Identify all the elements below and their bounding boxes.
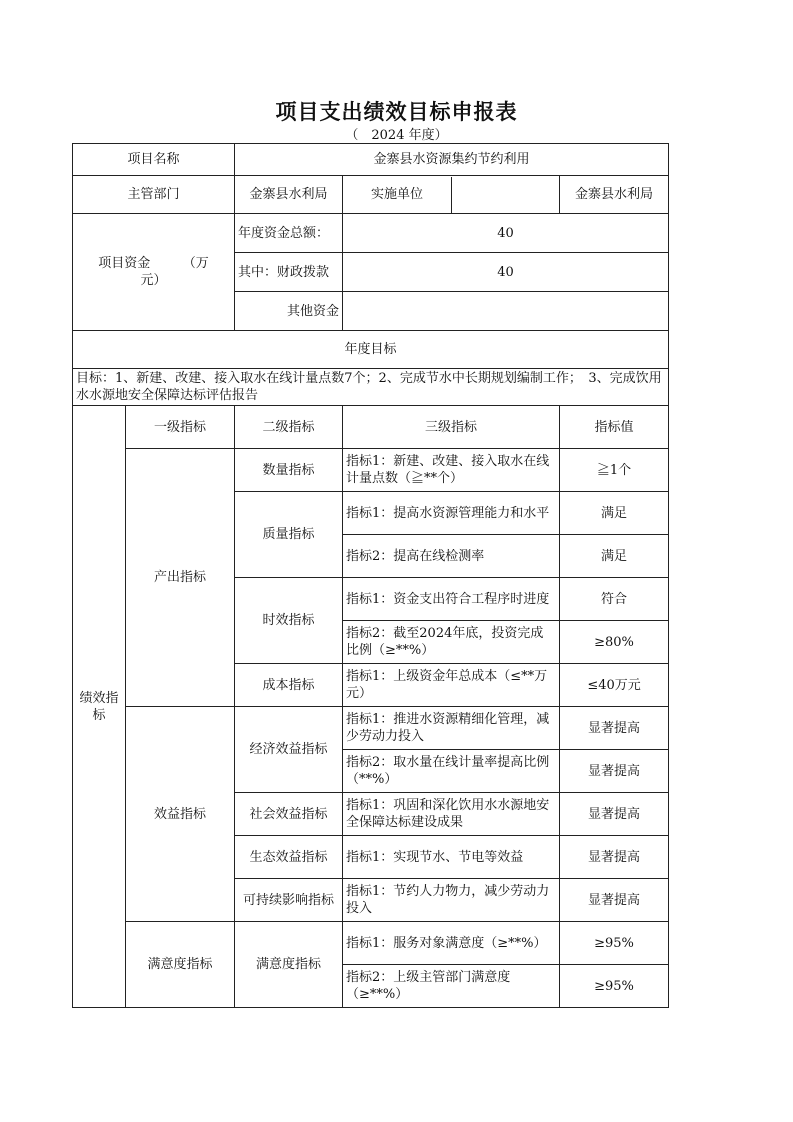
funds-fiscal-value: 40	[343, 253, 669, 292]
header-value: 指标值	[560, 406, 669, 449]
l2-sustainable: 可持续影响指标	[235, 879, 343, 922]
form-year: （ 2024 年度）	[345, 128, 448, 143]
indicator-value: ≤40万元	[560, 664, 669, 707]
indicator-text: 指标1：资金支出符合工程序时进度	[343, 578, 560, 621]
l2-satisfaction: 满意度指标	[235, 922, 343, 1008]
indicator-text: 指标2：上级主管部门满意度（≥**%）	[343, 965, 560, 1008]
performance-goal-table	[72, 143, 669, 1008]
funds-total-value: 40	[343, 214, 669, 253]
l2-economic: 经济效益指标	[235, 707, 343, 793]
funds-fiscal-label: 其中：财政拨款	[235, 253, 343, 292]
indicator-text: 指标2：截至2024年底，投资完成比例（≥**%）	[343, 621, 560, 664]
indicator-value: 显著提高	[560, 750, 669, 793]
indicator-value: ≥80%	[560, 621, 669, 664]
indicator-text: 指标1：实现节水、节电等效益	[343, 836, 560, 879]
l2-quality: 质量指标	[235, 492, 343, 578]
dept-label: 主管部门	[73, 176, 235, 214]
indicator-text: 指标1：推进水资源精细化管理，减少劳动力投入	[343, 707, 560, 750]
header-level3: 三级指标	[343, 406, 560, 449]
project-name-value: 金寨县水资源集约节约利用	[235, 144, 669, 176]
indicator-text: 指标1：节约人力物力，减少劳动力投入	[343, 879, 560, 922]
l2-timeliness: 时效指标	[235, 578, 343, 664]
indicator-text: 指标1：新建、改建、接入取水在线计量点数（≧**个）	[343, 449, 560, 492]
indicator-value: 显著提高	[560, 707, 669, 750]
l1-benefit: 效益指标	[126, 707, 235, 922]
header-level2: 二级指标	[235, 406, 343, 449]
indicator-text: 指标1：服务对象满意度（≥**%）	[343, 922, 560, 965]
indicator-value: 满足	[560, 492, 669, 535]
l1-output: 产出指标	[126, 449, 235, 707]
indicator-text: 指标1：巩固和深化饮用水水源地安全保障达标建设成果	[343, 793, 560, 836]
indicator-value: ≥95%	[560, 922, 669, 965]
l1-satisfaction: 满意度指标	[126, 922, 235, 1008]
funds-other-label: 其他资金	[235, 292, 343, 331]
indicator-text: 指标2：提高在线检测率	[343, 535, 560, 578]
indicator-value: 符合	[560, 578, 669, 621]
indicator-value: ≥95%	[560, 965, 669, 1008]
dept-value: 金寨县水利局	[235, 176, 343, 214]
annual-goal-text: 目标：1、新建、改建、接入取水在线计量点数7个；2、完成节水中长期规划编制工作； 3、完成饮用水水源地安全保障达标评估报告	[73, 369, 669, 406]
header-level1: 一级指标	[126, 406, 235, 449]
impl-unit-label	[343, 176, 560, 214]
indicator-text: 指标1：上级资金年总成本（≤**万元）	[343, 664, 560, 707]
funds-other-value	[343, 292, 669, 331]
l2-quantity: 数量指标	[235, 449, 343, 492]
perf-indicator-label: 绩效指标	[73, 406, 126, 1008]
l2-ecological: 生态效益指标	[235, 836, 343, 879]
indicator-value: 显著提高	[560, 836, 669, 879]
funds-total-label: 年度资金总额：	[235, 214, 343, 253]
impl-unit-value: 金寨县水利局	[560, 176, 669, 214]
project-name-label: 项目名称	[73, 144, 235, 176]
l2-cost: 成本指标	[235, 664, 343, 707]
l2-social: 社会效益指标	[235, 793, 343, 836]
annual-goal-label: 年度目标	[73, 331, 669, 369]
indicator-text: 指标2：取水量在线计量率提高比例（**%）	[343, 750, 560, 793]
impl-unit-label-text: 实施单位	[343, 177, 452, 213]
indicator-value: 显著提高	[560, 793, 669, 836]
form-title: 项目支出绩效目标申报表	[275, 99, 518, 124]
funds-label: 项目资金 （万元）	[73, 214, 235, 331]
indicator-text: 指标1：提高水资源管理能力和水平	[343, 492, 560, 535]
indicator-value: 显著提高	[560, 879, 669, 922]
indicator-value: ≧1个	[560, 449, 669, 492]
indicator-value: 满足	[560, 535, 669, 578]
